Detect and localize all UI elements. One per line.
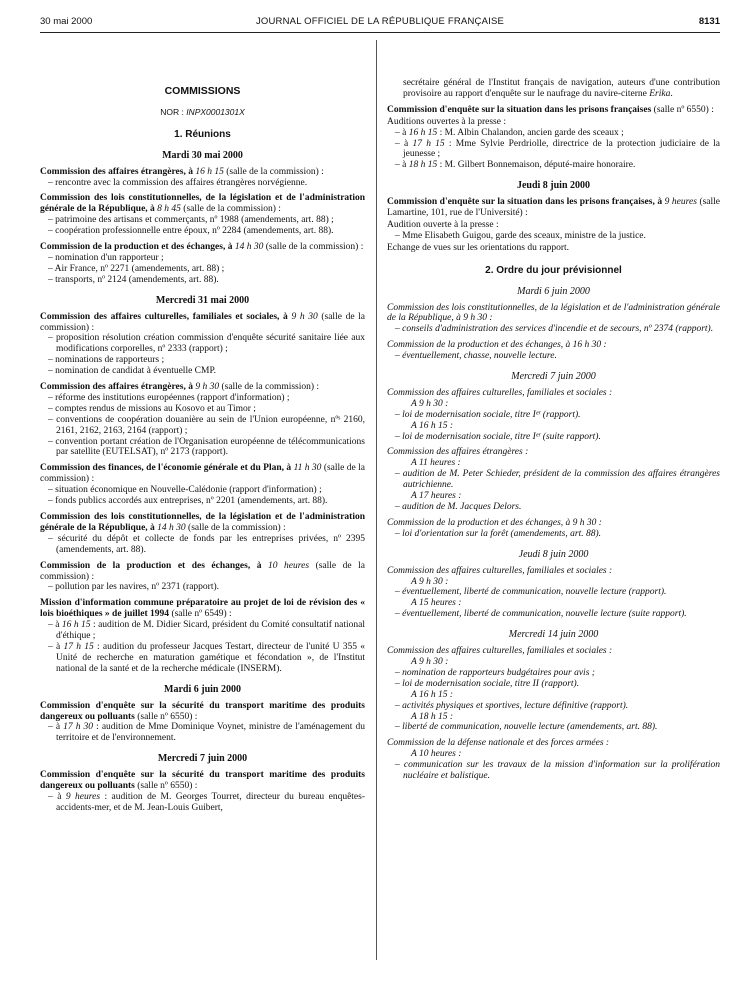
committee-name: Commission d'enquête sur la situation dans les prisons françaises, à [387, 197, 663, 208]
entry-heading [40, 312, 365, 334]
item-prefix: – à [48, 791, 66, 802]
time-slot: A 15 heures : [411, 598, 462, 609]
nor-code: INPX0001301X [186, 106, 245, 117]
meeting-time: 17 h 30 [63, 722, 94, 733]
agenda-item [40, 792, 365, 814]
committee-heading: Commission des lois constitutionnelles, de la législation et de l'administration générale de la République, à 9 h 30 : [387, 302, 720, 324]
committee-heading: Commission des affaires étrangères : [387, 447, 529, 458]
agenda-item: – pollution par les navires, nº 2371 (rapport). [48, 582, 220, 593]
entry-heading [40, 512, 365, 534]
agenda-item: – conseils d'administration des services d'incendie et de secours, nº 2374 (rapport). [395, 324, 714, 335]
date-heading: Mercredi 7 juin 2000 [157, 753, 248, 765]
entry-heading [40, 561, 365, 583]
date-heading: Jeudi 8 juin 2000 [518, 548, 589, 560]
meeting-time: 14 h 30 [234, 242, 264, 253]
item-prefix: – à [48, 641, 64, 652]
committee-name: Commission d'enquête sur la sécurité du transport maritime des produits dangereux ou polluants [40, 770, 365, 792]
item-prefix: – à [395, 160, 409, 171]
committee-name: Commission de la production et des échanges, à [40, 242, 233, 253]
meeting-room: (salle de la commission) : [226, 166, 324, 177]
date-heading: Mardi 6 juin 2000 [517, 285, 590, 297]
committee-name: Commission d'enquête sur la situation dans les prisons françaises [387, 104, 652, 115]
agenda-item: – nomination de candidat à éventuelle CMP. [48, 366, 217, 377]
committee-name: Commission d'enquête sur la sécurité du transport maritime des produits dangereux ou polluants [40, 700, 365, 722]
closing-note: Echange de vues sur les orientations du rapport. [387, 242, 570, 253]
continuation-end: . [670, 88, 673, 99]
entry-heading [387, 105, 720, 116]
audition-intro: Audition ouverte à la presse : [387, 219, 499, 230]
entry-heading [40, 598, 365, 620]
committee-heading: Commission des affaires culturelles, familiales et sociales : [387, 646, 613, 657]
left-column [40, 86, 365, 814]
header-page-number: 8131 [698, 16, 720, 27]
meeting-time: 17 h 15 [412, 138, 445, 149]
entry-heading [40, 167, 365, 178]
agenda-item: – coopération professionnelle entre époux, nº 2284 (amendements, art. 88). [48, 226, 334, 237]
agenda-item: – loi d'orientation sur la forêt (amendements, art. 88). [395, 528, 602, 539]
agenda-item: – loi de modernisation sociale, titre Iᵉʳ (suite rapport). [395, 431, 601, 442]
date-heading: Mercredi 7 juin 2000 [511, 371, 596, 383]
agenda-item [40, 642, 365, 675]
ship-name: Erika [649, 88, 671, 99]
committee-name: Commission des finances, de l'économie générale et du Plan, à [40, 463, 292, 474]
item-prefix: – à [48, 722, 64, 733]
meeting-room: (salle de la commission) : [40, 463, 366, 485]
section-title-reunions: 1. Réunions [174, 128, 231, 140]
committee-name: Commission de la production et des échanges, à [40, 560, 262, 571]
agenda-item: – situation économique en Nouvelle-Calédonie (rapport d'information) ; [48, 485, 322, 496]
agenda-item: – conventions de coopération douanière au sein de l'Union européenne, nºˢ 2160, 2161, 2162, 2163, 2164 (rapport) ; [48, 414, 365, 436]
audition-intro: Auditions ouvertes à la presse : [387, 116, 506, 127]
meeting-time: 16 h 15 [195, 166, 224, 177]
entry-heading [40, 242, 365, 253]
time-slot: A 9 h 30 : [411, 398, 449, 409]
meeting-time: 17 h 15 [63, 641, 94, 652]
meeting-room: (salle Lamartine, 101, rue de l'Université) : [387, 197, 721, 219]
agenda-item [40, 620, 365, 642]
agenda-item: – transports, nº 2124 (amendements, art. 88). [48, 274, 219, 285]
agenda-item: – fonds publics accordés aux entreprises, nº 2201 (amendements, art. 88). [48, 496, 328, 507]
meeting-time: 11 h 30 [293, 463, 322, 474]
meeting-room: (salle de la commission) : [183, 204, 281, 215]
agenda-item: – loi de modernisation sociale, titre II (rapport). [395, 678, 580, 689]
meeting-room: (salle de la commission) : [40, 560, 365, 582]
agenda-item: – nomination de rapporteurs budgétaires pour avis ; [395, 667, 595, 678]
entry-heading [387, 197, 720, 219]
item-text: : audition du professeur Jacques Testart, directeur de l'unité U 355 « Unité de recherche en maturation gamétique et fécondation », de l'Institut national de la santé et de la recherche médicale (INSERM). [56, 641, 366, 674]
time-slot: A 16 h 15 : [411, 689, 454, 700]
item-text: : M. Gilbert Bonnemaison, député-maire honoraire. [437, 160, 636, 171]
agenda-item: – comptes rendus de missions au Kosovo et au Timor ; [48, 403, 256, 414]
meeting-time: 8 h 45 [157, 204, 181, 215]
column-divider [376, 40, 377, 960]
meeting-time: 10 heures [268, 560, 310, 571]
agenda-item: – nomination d'un rapporteur ; [48, 252, 164, 263]
date-heading: Jeudi 8 juin 2000 [516, 180, 591, 192]
meeting-time: 9 heures [65, 791, 101, 802]
meeting-time: 9 h 30 [195, 382, 220, 393]
agenda-item: – patrimoine des artisans et commerçants, nº 1988 (amendements, art. 88) ; [48, 215, 334, 226]
nor-label: NOR : [160, 106, 184, 117]
meeting-room: (salle de la commission) : [221, 382, 320, 393]
agenda-item: – nominations de rapporteurs ; [48, 355, 165, 366]
meeting-time: 16 h 15 [61, 620, 91, 631]
time-slot: A 11 heures : [411, 458, 461, 469]
page-header [40, 14, 720, 32]
agenda-item: – Air France, nº 2271 (amendements, art. 88) ; [48, 263, 225, 274]
meeting-time: 9 h 30 [291, 311, 318, 322]
agenda-item: – sécurité du dépôt et collecte de fonds par les entreprises privées, nº 2395 (amendements, art. 88). [48, 533, 365, 555]
time-slot: A 9 h 30 : [411, 656, 449, 667]
meeting-room: (salle nº 6550) : [653, 104, 714, 115]
committee-heading: Commission de la production et des échanges, à 16 h 30 : [387, 340, 607, 351]
date-heading: Mercredi 14 juin 2000 [508, 629, 599, 641]
agenda-item: – éventuellement, liberté de communication, nouvelle lecture (suite rapport). [395, 609, 687, 620]
continuation-text [387, 78, 720, 100]
meeting-time: 9 heures [664, 197, 697, 208]
time-slot: A 17 heures : [411, 491, 462, 502]
item-text: : M. Albin Chalandon, ancien garde des sceaux ; [437, 127, 624, 138]
date-heading: Mardi 30 mai 2000 [162, 149, 243, 161]
time-slot: A 10 heures : [411, 749, 462, 760]
time-slot: A 9 h 30 : [411, 576, 449, 587]
agenda-item: – Mme Elisabeth Guigou, garde des sceaux, ministre de la justice. [395, 230, 646, 241]
item-prefix: – à [395, 138, 413, 149]
header-title: JOURNAL OFFICIEL DE LA RÉPUBLIQUE FRANÇAISE [255, 16, 505, 27]
agenda-item: – proposition résolution création commission d'enquête sécurité sanitaire liée aux modifications corporelles, nº 2333 (rapport) ; [48, 333, 365, 355]
meeting-room: (salle nº 6550) : [137, 711, 198, 722]
date-heading: Mardi 6 juin 2000 [164, 683, 241, 695]
item-text: : audition de Mme Dominique Voynet, ministre de l'aménagement du territoire et de l'environnement. [56, 722, 365, 744]
agenda-item: – audition de M. Peter Schieder, président de la commission des affaires étrangères autrichienne. [395, 469, 720, 491]
time-slot: A 16 h 15 : [411, 420, 454, 431]
committee-name: Commission des affaires culturelles, familiales et sociales, à [40, 311, 288, 322]
agenda-item: – éventuellement, chasse, nouvelle lecture. [395, 351, 557, 362]
agenda-item: – communication sur les travaux de la mission d'information sur la prolifération nucléaire et balistique. [395, 760, 720, 782]
header-rule [40, 32, 720, 33]
agenda-item: – rencontre avec la commission des affaires étrangères norvégienne. [48, 177, 308, 188]
agenda-item: – convention portant création de l'Organisation européenne de télécommunications par satellite (EUTELSAT), nº 2173 (rapport). [48, 436, 365, 458]
agenda-item [387, 160, 720, 171]
agenda-item: – réforme des institutions européennes (rapport d'information) ; [48, 392, 290, 403]
nor-reference [40, 107, 365, 118]
item-text: : Mme Sylvie Perdriolle, directrice de la protection judiciaire de la jeunesse ; [403, 138, 721, 160]
entry-heading [40, 193, 365, 215]
entry-heading [40, 463, 365, 485]
agenda-item [387, 128, 720, 139]
entry-heading [40, 382, 365, 393]
right-column [387, 78, 720, 782]
entry-heading [40, 770, 365, 792]
date-heading: Mercredi 31 mai 2000 [155, 294, 250, 306]
agenda-item: – éventuellement, liberté de communication, nouvelle lecture (rapport). [395, 587, 667, 598]
main-heading: COMMISSIONS [164, 85, 241, 97]
continuation-body: secrétaire général de l'Institut français de navigation, auteurs d'une contribution provisoire au rapport d'enquête sur le naufrage du navire-citerne [403, 78, 720, 99]
meeting-room: (salle de la commission) : [188, 522, 286, 533]
header-date: 30 mai 2000 [40, 16, 93, 27]
agenda-item [387, 139, 720, 161]
agenda-item: – activités physiques et sportives, lecture définitive (rapport). [395, 700, 629, 711]
item-text: : audition de M. Didier Sicard, président du Comité consultatif national d'éthique ; [56, 620, 365, 642]
meeting-time: 16 h 15 [408, 127, 438, 138]
agenda-item: – liberté de communication, nouvelle lecture (amendements, art. 88). [395, 722, 658, 733]
meeting-room: (salle de la commission) : [40, 311, 366, 333]
committee-name: Commission des affaires étrangères, à [40, 382, 193, 393]
entry-heading [40, 701, 365, 723]
item-prefix: – à [395, 127, 409, 138]
meeting-time: 14 h 30 [157, 522, 186, 533]
meeting-time: 18 h 15 [408, 160, 438, 171]
meeting-room: (salle nº 6549) : [171, 609, 232, 620]
committee-heading: Commission de la défense nationale et des forces armées : [387, 738, 610, 749]
meeting-room: (salle de la commission) : [265, 242, 364, 253]
committee-name: Commission des lois constitutionnelles, de la législation et de l'administration générale de la République, à [40, 512, 365, 533]
item-text: : audition de M. Georges Tourret, directeur du bureau enquêtes-accidents-mer, et de M. Jean-Louis Guibert, [56, 791, 366, 813]
section-title-ordre-du-jour: 2. Ordre du jour prévisionnel [485, 264, 622, 276]
committee-heading: Commission de la production et des échanges, à 9 h 30 : [387, 517, 602, 528]
meeting-room: (salle nº 6550) : [137, 781, 198, 792]
committee-name: Mission d'information commune préparatoire au projet de loi de révision des « lois bioéthiques » de juillet 1994 [40, 598, 365, 620]
agenda-item: – audition de M. Jacques Delors. [395, 502, 522, 512]
committee-name: Commission des lois constitutionnelles, de la législation et de l'administration générale de la République, à [40, 193, 365, 215]
agenda-item [40, 722, 365, 744]
committee-heading: Commission des affaires culturelles, familiales et sociales : [387, 565, 613, 576]
item-prefix: – à [48, 620, 62, 631]
committee-name: Commission des affaires étrangères, à [40, 166, 193, 177]
committee-heading: Commission des affaires culturelles, familiales et sociales : [387, 387, 613, 398]
time-slot: A 18 h 15 : [411, 711, 454, 722]
agenda-item: – loi de modernisation sociale, titre Iᵉʳ (rapport). [395, 409, 581, 420]
